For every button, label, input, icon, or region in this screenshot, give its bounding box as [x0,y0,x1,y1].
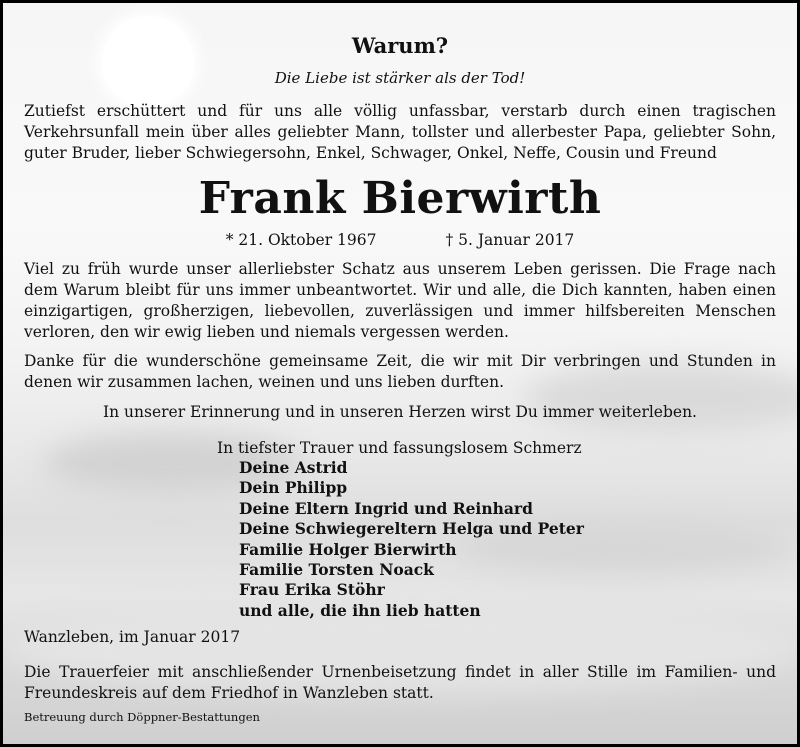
paragraph-1: Viel zu früh wurde unser allerliebster Schatz aus unserem Leben gerissen. Die Frage nach dem Warum bleibt für uns immer unbeantwortet. Wir und alle, die Dich kannten, haben einen einzigartigen, großherzigen, liebevollen, zuverlässigen und immer hilfsbereiten Menschen verloren, den wir ewig lieben und niemals vergessen werden. [24,260,776,341]
moon-image [102,16,194,108]
motto: Die Liebe ist stärker als der Tod! [274,69,526,87]
signature-intro: In tiefster Trauer und fassungslosem Schmerz [217,439,582,457]
signature-name: Familie Holger Bierwirth [239,539,457,559]
memory-line: In unserer Erinnerung und in unseren Herzen wirst Du immer weiterleben. [103,403,697,421]
heading: Warum? [351,33,449,58]
paragraph-2: Danke für die wunderschöne gemeinsame Zeit, die wir mit Dir verbringen und Stunden in denen wir zusammen lachen, weinen und uns lieben durften. [24,352,776,391]
signature-name: Dein Philipp [239,478,348,498]
signature-list [239,458,584,621]
funeral-home-credit: Betreuung durch Döppner-Bestattungen [24,710,260,724]
signature-name: Familie Torsten Noack [239,560,434,580]
signature-name: Deine Eltern Ingrid und Reinhard [239,498,533,518]
place-date: Wanzleben, im Januar 2017 [24,628,241,646]
death-date: † 5. Januar 2017 [445,231,575,249]
intro-paragraph: Zutiefst erschüttert und für uns alle völlig unfassbar, verstarb durch einen tragischen Verkehrsunfall mein über alles geliebter Mann, tollster und allerbester Papa, geliebter Sohn, guter Bruder, lieber Schwiegersohn, Enkel, Schwager, Onkel, Neffe, Cousin und Freund [24,102,776,162]
birth-date: * 21. Oktober 1967 [225,231,377,249]
signature-name: Frau Erika Stöhr [239,580,385,600]
life-dates [3,231,797,249]
deceased-name: Frank Bierwirth [198,173,602,224]
signature-name: Deine Astrid [239,458,348,477]
signature-name: und alle, die ihn lieb hatten [239,600,481,620]
signature-name: Deine Schwiegereltern Helga und Peter [239,519,584,539]
funeral-note: Die Trauerfeier mit anschließender Urnenbeisetzung findet in aller Stille im Familien- und Freundeskreis auf dem Friedhof in Wanzleben statt. [24,663,776,702]
